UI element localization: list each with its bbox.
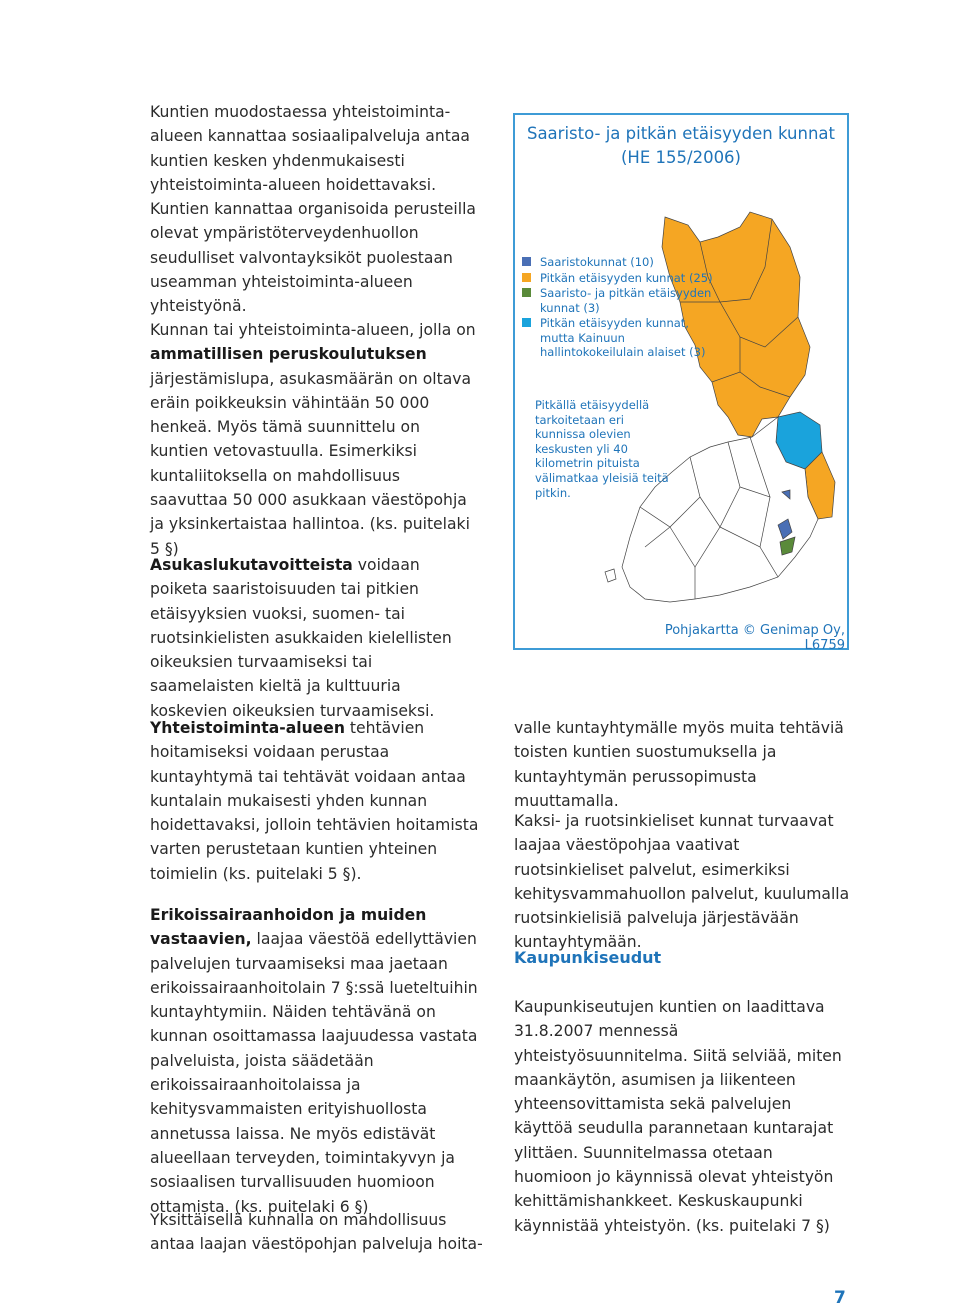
text: tehtävien hoitamiseksi voidaan perustaa kuntayhtymä tai tehtävät voidaan antaa kuntalain mukaisesti yhden kunnan hoidettavaksi, jolloin tehtävien hoitamista varten perustetaan kuntien yhteinen toimielin (ks. puitelaki 5 §). [150, 719, 479, 883]
paragraph-text [150, 318, 480, 561]
paragraph-text: Kaupunkiseutujen kuntien on laadittava 31.8.2007 mennessä yhteistyösuunnitelma. Siitä selviää, miten maankäytön, asumisen ja liikenteen yhteensovittamista sekä palvelujen käyttöä seudulla parannetaan kuntarajat ylittäen. Suunnitelmassa otetaan huomioon jo käynnissä olevat yhteistyön kehittämishankkeet. Keskuskaupunki käynnistää yhteistyön. (ks. puitelaki 7 §) [514, 998, 842, 1235]
legend-item [520, 255, 720, 270]
paragraph-individual-municipality [150, 1208, 490, 1257]
paragraph-text: Yksittäisellä kunnalla on mahdollisuus antaa laajan väestöpohjan palveluja hoita- [150, 1211, 483, 1254]
page-number: 7 [834, 1288, 846, 1308]
paragraph-text: Kaksi- ja ruotsinkieliset kunnat turvaavat laajaa väestöpohjaa vaativat ruotsinkieliset palvelut, esimerkiksi kehitysvammahuollon palvelut, kuulumalla ruotsinkielisiä palveluja järjestävään kuntayhtymään. [514, 812, 850, 952]
text: järjestämislupa, asukasmäärän on oltava eräin poikkeuksin vähintään 50 000 henkeä. Myös tämä suunnittelu on kuntien vetovastuulla. Esimerkiksi kuntaliitoksella on mahdollisuus saavuttaa 50 000 asukkaan väestöpohja ja yksinkertaistaa hallintoa. (ks. puitelaki 5 §) [150, 369, 472, 558]
section-heading: Kaupunkiseudut [514, 948, 662, 967]
paragraph-specialized-care [150, 903, 480, 1219]
legend-item [520, 271, 720, 286]
map-title [515, 122, 847, 170]
paragraph-intro [150, 100, 480, 319]
legend-label: Pitkän etäisyyden kunnat (25) [540, 270, 713, 285]
legend-label: Pitkän etäisyyden kunnat, mutta Kainuun hallintokokeilulain alaiset (3) [540, 316, 706, 359]
map-title-line: (HE 155/2006) [621, 148, 741, 167]
legend-swatch [522, 257, 531, 266]
map-credit: Pohjakartta © Genimap Oy, L6759 [664, 623, 845, 653]
map-legend [520, 255, 720, 361]
map-figure [513, 113, 849, 653]
legend-label: Saaristokunnat (10) [540, 255, 654, 269]
bold-term: Yhteistoiminta-alueen [150, 719, 345, 737]
paragraph-vocational [150, 318, 480, 561]
text: Kunnan tai yhteistoiminta-alueen, jolla on [150, 321, 476, 339]
paragraph-cooperation-area [150, 716, 480, 886]
paragraph-text [150, 553, 480, 723]
paragraph-population-targets [150, 553, 480, 723]
legend-swatch [522, 288, 531, 297]
legend-label: Saaristo- ja pitkän etäisyyden kunnat (3) [540, 286, 712, 315]
bold-term: ammatillisen peruskoulutuksen [150, 345, 427, 364]
paragraph-urban-regions [514, 995, 854, 1238]
legend-swatch [522, 318, 531, 327]
legend-item [520, 286, 720, 315]
legend-item [520, 316, 720, 360]
map-note: Pitkällä etäisyydellä tarkoitetaan eri kunnissa olevien keskusten yli 40 kilometrin pituista välimatkaa yleisiä teitä pitkin. [535, 398, 669, 500]
paragraph-text: valle kuntayhtymälle myös muita tehtäviä toisten kuntien suostumuksella ja kuntayhtymän perussopimusta muuttamalla. [514, 719, 844, 810]
paragraph-text [150, 716, 480, 886]
paragraph-text: Kuntien muodostaessa yhteistoiminta-alueen kannattaa sosiaalipalveluja antaa kuntien kesken yhdenmukaisesti yhteistoiminta-alueen hoidettavaksi. Kuntien kannattaa organisoida perusteilla olevat ympäristöterveydenhuollon seudulliset valvontayksiköt puolestaan useamman yhteistoiminta-alueen yhteistyönä. [150, 103, 476, 316]
map-title-line: Saaristo- ja pitkän etäisyyden kunnat [526, 124, 836, 143]
map-region-aland [605, 569, 616, 582]
bold-term: Asukaslukutavoitteista [150, 556, 353, 574]
text: voidaan poiketa saaristoisuuden tai pitkien etäisyyksien vuoksi, suomen- tai ruotsinkielisten asukkaiden kielellisten oikeuksien turvaamiseksi tai saamelaisten kieltä ja kulttuuria koskevien oikeuksien turvaamiseksi. [150, 556, 452, 720]
bold-term: Erikoissairaanhoidon ja muiden vastaavien, [150, 906, 427, 949]
text: laajaa väestöä edellyttävien palvelujen turvaamiseksi maa jaetaan erikoissairaanhoitolain 7 §:ssä lueteltuihin kuntayhtymiin. Näiden tehtävänä on kunnan osoittamassa laajuudessa vastata palveluista, joista säädetään erikoissairaanhoitolaissa ja kehitysvammaisten erityishuollosta annetussa laissa. Ne myös edistävät alueellaan terveyden, toimintakyvyn ja sosiaalisen turvallisuuden huomioon ottamista. (ks. puitelaki 6 §) [150, 930, 478, 1216]
paragraph-text [150, 903, 480, 1219]
paragraph-continued [514, 716, 854, 813]
paragraph-bilingual [514, 809, 854, 955]
legend-swatch [522, 273, 531, 282]
